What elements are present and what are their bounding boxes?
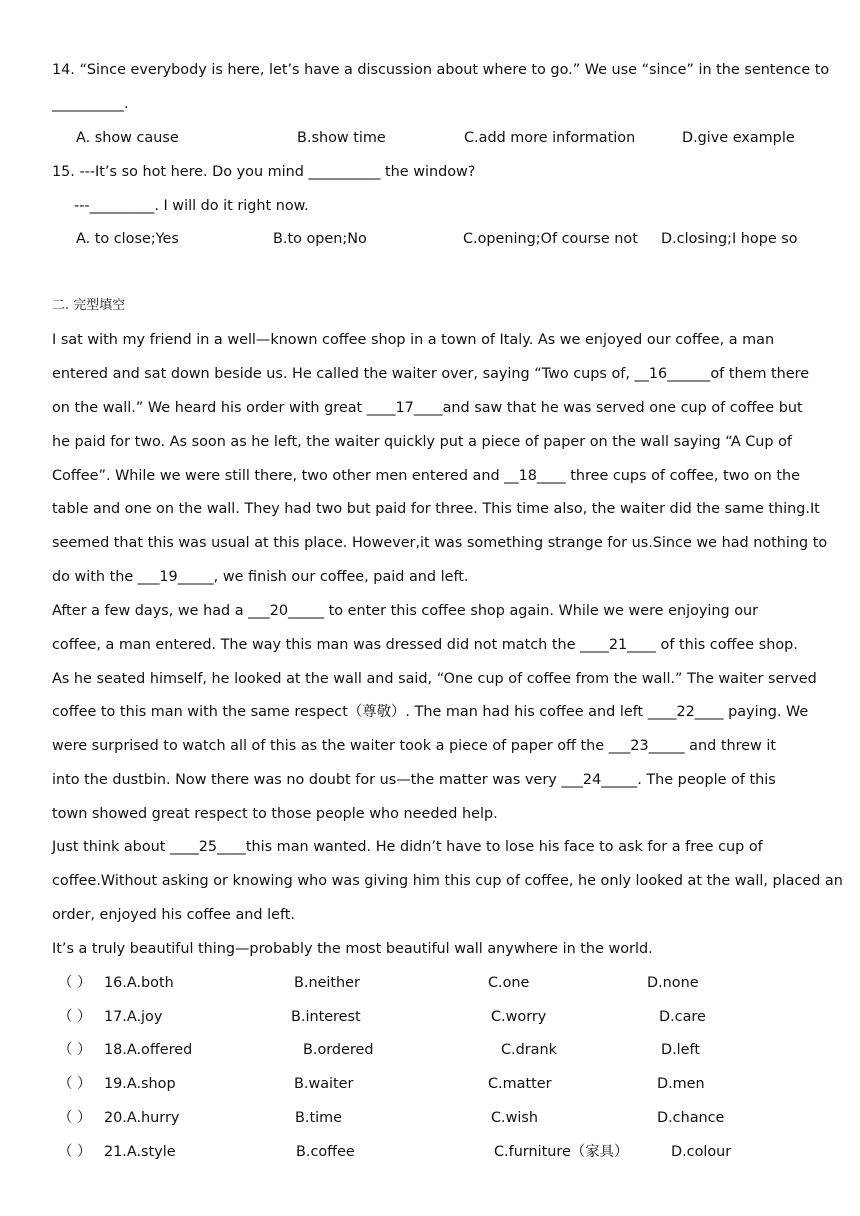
answer-bracket: （ ） — [58, 1076, 92, 1092]
q15-stem: 15. ---It’s so hot here. Do you mind __________ the window? — [52, 164, 476, 180]
passage-line: Just think about ____25____this man wanted. He didn’t have to lose his face to ask for a free cup of — [52, 839, 763, 855]
answer-bracket: （ ） — [58, 1110, 92, 1126]
q14-stem: 14. “Since everybody is here, let’s have a discussion about where to go.” We use “since” in the sentence to — [52, 62, 830, 78]
choice-option-a: 16.A.both — [104, 975, 174, 991]
q15-option-d: D.closing;I hope so — [661, 231, 798, 247]
passage-line: table and one on the wall. They had two but paid for three. This time also, the waiter did the same thing.It — [52, 501, 820, 517]
choice-option-d: D.none — [647, 975, 699, 991]
section-title: 二. 完型填空 — [52, 298, 126, 313]
choice-option-d: D.left — [661, 1042, 700, 1058]
choice-option-a: 18.A.offered — [104, 1042, 193, 1058]
passage-line: coffee, a man entered. The way this man was dressed did not match the ____21____ of this coffee shop. — [52, 637, 798, 653]
passage-line: were surprised to watch all of this as the waiter took a piece of paper off the ___23_____ and threw it — [52, 738, 777, 754]
q14-option-b: B.show time — [297, 130, 386, 146]
passage-line: entered and sat down beside us. He called the waiter over, saying “Two cups of, __16______of them there — [52, 366, 810, 382]
choice-option-c: C.matter — [488, 1076, 552, 1092]
choice-option-c: C.drank — [501, 1042, 557, 1058]
answer-bracket: （ ） — [58, 1144, 92, 1160]
choice-option-c: C.furniture（家具） — [494, 1144, 629, 1160]
passage-line: into the dustbin. Now there was no doubt for us—the matter was very ___24_____. The people of this — [52, 772, 776, 788]
choice-option-a: 19.A.shop — [104, 1076, 176, 1092]
answer-bracket: （ ） — [58, 975, 92, 991]
choice-option-d: D.colour — [671, 1144, 732, 1160]
passage-line: coffee to this man with the same respect（尊敬）. The man had his coffee and left ____22____ paying. We — [52, 704, 809, 720]
choice-option-c: C.worry — [491, 1009, 547, 1025]
choice-option-d: D.men — [657, 1076, 705, 1092]
choice-option-a: 17.A.joy — [104, 1009, 163, 1025]
choice-option-a: 21.A.style — [104, 1144, 176, 1160]
passage-line: order, enjoyed his coffee and left. — [52, 907, 296, 923]
choice-option-d: D.chance — [657, 1110, 725, 1126]
passage-line: After a few days, we had a ___20_____ to enter this coffee shop again. While we were enjoying our — [52, 603, 759, 619]
answer-bracket: （ ） — [58, 1042, 92, 1058]
passage-line: Coffee”. While we were still there, two other men entered and __18____ three cups of coffee, two on the — [52, 468, 800, 484]
q14-option-d: D.give example — [682, 130, 795, 146]
choice-option-b: B.ordered — [303, 1042, 374, 1058]
choice-option-c: C.wish — [491, 1110, 539, 1126]
passage-line: seemed that this was usual at this place. However,it was something strange for us.Since we had nothing to — [52, 535, 828, 551]
passage-line: It’s a truly beautiful thing—probably the most beautiful wall anywhere in the world. — [52, 941, 653, 957]
passage-line: town showed great respect to those people who needed help. — [52, 806, 498, 822]
choice-option-c: C.one — [488, 975, 530, 991]
choice-option-b: B.time — [295, 1110, 342, 1126]
choice-option-b: B.waiter — [294, 1076, 354, 1092]
q14-option-c: C.add more information — [464, 130, 636, 146]
passage-line: do with the ___19_____, we finish our coffee, paid and left. — [52, 569, 469, 585]
choice-option-b: B.interest — [291, 1009, 361, 1025]
q14-blank: __________. — [52, 96, 129, 112]
passage-line: he paid for two. As soon as he left, the waiter quickly put a piece of paper on the wall saying “A Cup of — [52, 434, 792, 450]
passage-line: I sat with my friend in a well—known coffee shop in a town of Italy. As we enjoyed our coffee, a man — [52, 332, 775, 348]
choice-option-b: B.coffee — [296, 1144, 355, 1160]
q15-reply: ---_________. I will do it right now. — [74, 198, 309, 214]
passage-line: As he seated himself, he looked at the wall and said, “One cup of coffee from the wall.” The waiter served — [52, 671, 817, 687]
passage-line: on the wall.” We heard his order with great ____17____and saw that he was served one cup of coffee but — [52, 400, 803, 416]
choice-option-d: D.care — [659, 1009, 706, 1025]
q14-option-a: A. show cause — [76, 130, 179, 146]
q15-option-c: C.opening;Of course not — [463, 231, 638, 247]
q15-option-a: A. to close;Yes — [76, 231, 179, 247]
answer-bracket: （ ） — [58, 1009, 92, 1025]
choice-option-a: 20.A.hurry — [104, 1110, 180, 1126]
passage-line: coffee.Without asking or knowing who was giving him this cup of coffee, he only looked at the wall, placed an — [52, 873, 843, 889]
choice-option-b: B.neither — [294, 975, 360, 991]
q15-option-b: B.to open;No — [273, 231, 367, 247]
